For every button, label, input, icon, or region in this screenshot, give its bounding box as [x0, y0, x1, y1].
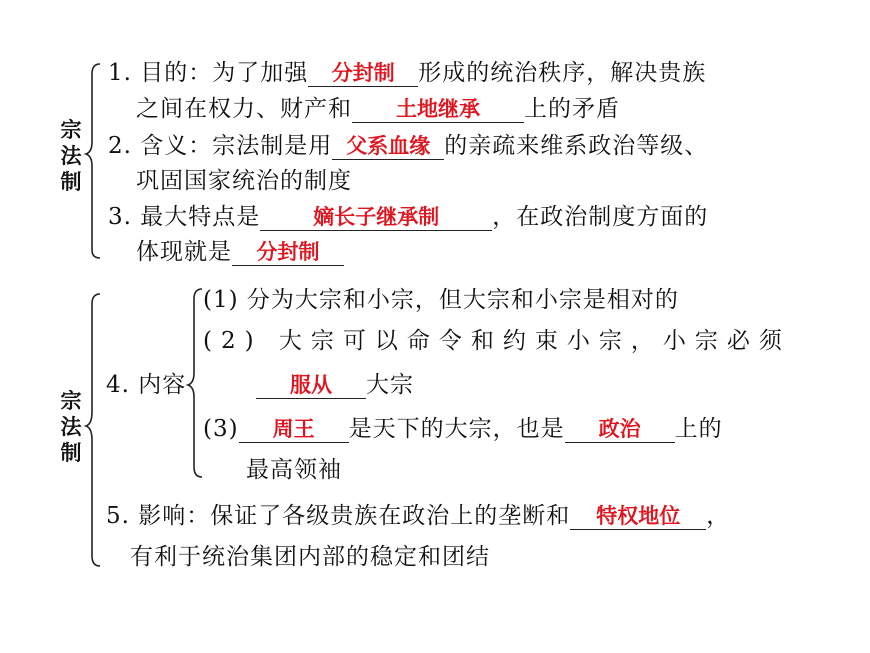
item1-answer2: 土地继承: [396, 97, 480, 121]
item1-blank1: [308, 60, 418, 87]
item3-text: 3. 最大特点是: [108, 204, 261, 230]
section1-label-char: 制: [60, 170, 82, 194]
item4-sub2-answer: 服从: [290, 373, 332, 397]
item4-sub3-text: 是天下的大宗，也是: [348, 416, 565, 442]
item1-text: 之间在权力、财产和: [136, 96, 352, 122]
item4-sub2-line1: [203, 326, 791, 356]
item4-title-text: 4. 内容: [106, 372, 187, 398]
item4-title: [106, 370, 186, 400]
item4-sub3-line2: [246, 455, 342, 485]
item5-line2: [130, 542, 490, 572]
item2-blank: [332, 133, 444, 160]
section2-label-char: 法: [60, 415, 82, 439]
section2-brace: [84, 292, 104, 572]
item4-sub2-text: (2) 大宗可以命令和约束小宗，小宗必须: [203, 328, 791, 354]
section2-label-char: 制: [60, 441, 82, 465]
item5-text: 有利于统治集团内部的稳定和团结: [130, 544, 490, 570]
item1-line1: [108, 58, 706, 88]
item4-brace: [186, 287, 206, 483]
item4-sub3-blank1: [239, 416, 349, 443]
item2-text: 的亲疏来维系政治等级、: [444, 133, 709, 159]
item1-answer1: 分封制: [331, 61, 395, 85]
item4-sub3-answer1: 周王: [272, 417, 315, 441]
item5-answer: 特权地位: [596, 504, 681, 528]
item5-text: ，: [706, 503, 731, 529]
section1-label-char: 法: [60, 144, 82, 168]
item1-text: 形成的统治秩序，解决贵族: [418, 60, 707, 86]
item2-line2: [136, 166, 352, 196]
item4-sub1: [203, 285, 679, 315]
item4-sub3-prefix: (3): [203, 416, 239, 442]
item2-line1: [108, 131, 708, 161]
section1-brace: [84, 62, 104, 262]
item4-sub3-line1: [203, 414, 723, 444]
item1-text: 1. 目的：为了加强: [108, 60, 309, 86]
item3-answer1: 嫡长子继承制: [313, 205, 440, 229]
item4-sub2-text: 大宗: [366, 372, 414, 398]
item2-answer: 父系血缘: [346, 134, 431, 158]
item4-sub1-text: (1) 分为大宗和小宗，但大宗和小宗是相对的: [203, 287, 679, 313]
item5-blank: [570, 503, 706, 530]
item4-sub3-blank2: [565, 416, 675, 443]
item4-sub2-blank: [256, 372, 366, 399]
item3-line2: [136, 237, 344, 267]
item2-text: 2. 含义：宗法制是用: [108, 133, 333, 159]
item1-text: 上的矛盾: [524, 96, 620, 122]
item3-text: ，在政治制度方面的: [492, 204, 709, 230]
item5-line1: [106, 501, 730, 531]
item4-sub2-line2: [256, 370, 414, 400]
item1-blank2: [352, 96, 524, 123]
item3-answer2: 分封制: [256, 240, 320, 264]
section1-label: [58, 117, 84, 195]
item3-text: 体现就是: [136, 239, 232, 265]
section2-label-char: 宗: [60, 389, 82, 413]
item4-sub3-answer2: 政治: [598, 417, 641, 441]
item3-blank1: [260, 204, 492, 231]
item3-line1: [108, 202, 708, 232]
item1-line2: [136, 94, 620, 124]
item5-text: 5. 影响：保证了各级贵族在政治上的垄断和: [106, 503, 571, 529]
item4-sub3-text: 最高领袖: [246, 457, 342, 483]
section2-label: [58, 388, 84, 466]
section1-label-char: 宗: [60, 118, 82, 142]
item2-text: 巩固国家统治的制度: [136, 168, 352, 194]
item3-blank2: [232, 239, 344, 266]
item4-sub3-text: 上的: [674, 416, 723, 442]
